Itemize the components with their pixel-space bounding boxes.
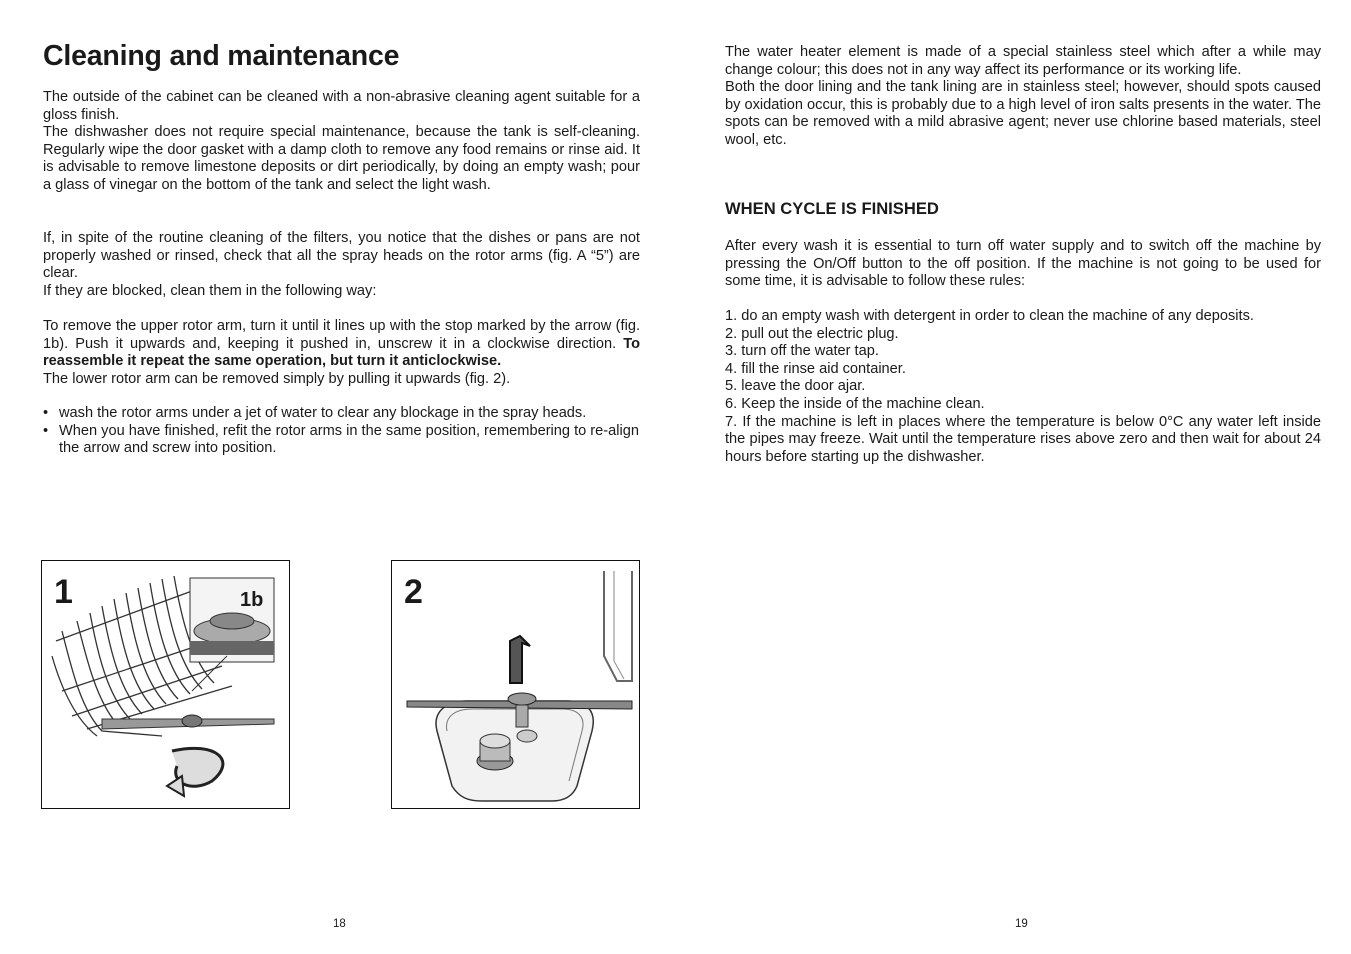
list-item: 5. leave the door ajar. — [725, 378, 866, 395]
page-number: 18 — [333, 918, 346, 930]
inset-label: 1b — [240, 589, 264, 611]
page-number: 19 — [1015, 918, 1028, 930]
list-item: 3. turn off the water tap. — [725, 343, 879, 360]
stainless-steel-paragraph — [725, 44, 1321, 150]
bullet-icon: • — [43, 422, 49, 439]
page-title: Cleaning and maintenance — [43, 40, 400, 72]
paragraph-line: The dishwasher does not require special maintenance, because the tank is self-cleaning. Regularly wipe the door gasket with a damp cloth to remove any food remains or rinse aid. It is advisable to remove limestone deposits or dirt periodically, by doing an empty wash; pour a glass of vinegar on the bottom of the tank and select the light wash. — [43, 124, 640, 193]
rotor-arm-paragraph — [43, 318, 640, 388]
bullet-list — [43, 405, 640, 458]
lower-rotor-illustration — [392, 561, 639, 808]
paragraph-line: If, in spite of the routine cleaning of the filters, you notice that the dishes or pans are not properly washed or rinsed, check that all the spray heads on the rotor arms (fig. A “5”) are clear. — [43, 230, 640, 282]
filters-paragraph — [43, 230, 640, 300]
lower-rotor-note: The lower rotor arm can be removed simply by pulling it upwards (fig. 2). — [43, 370, 511, 387]
list-item: 7. If the machine is left in places where the temperature is below 0°C any water left inside the pipes may freeze. Wait until the temperature rises above zero and then wait for about 24 hours before starting up the dishwasher. — [725, 413, 1321, 465]
cabinet-cleaning-paragraph — [43, 89, 640, 195]
rotor-arm-text: To remove the upper rotor arm, turn it until it lines up with the stop marked by the arrow (fig. 1b). Push it upwards and, keeping it pushed in, unscrew it in a clockwise direction. — [43, 318, 640, 352]
cycle-finished-paragraph — [725, 238, 1321, 291]
right-page — [725, 0, 1321, 954]
figure-1-upper-rotor — [41, 560, 290, 809]
list-item: 6. Keep the inside of the machine clean. — [725, 395, 985, 412]
bullet-icon: • — [43, 405, 49, 421]
list-item — [43, 423, 640, 458]
list-item — [43, 405, 640, 423]
left-page — [43, 0, 640, 954]
paragraph-line: Both the door lining and the tank lining are in stainless steel; however, should spots caused by oxidation occur, this is probably due to a high level of iron salts presents in the water. The spots can be removed with a mild abrasive agent; never use chlorine based materials, steel wool, etc. — [725, 79, 1321, 148]
figure-2-lower-rotor — [391, 560, 640, 809]
rotor-arm-instructions — [43, 318, 640, 371]
paragraph-line: If they are blocked, clean them in the following way: — [43, 282, 377, 299]
paragraph-line: The water heater element is made of a special stainless steel which after a while may change colour; this does not in any way affect its performance or its working life. — [725, 44, 1321, 78]
list-item-text: wash the rotor arms under a jet of water to clear any blockage in the spray heads. — [59, 405, 587, 421]
paragraph-line: The outside of the cabinet can be cleaned with a non-abrasive cleaning agent suitable for a gloss finish. — [43, 89, 640, 123]
paragraph-line: After every wash it is essential to turn off water supply and to switch off the machine by pressing the On/Off button to the off position. If the machine is not going to be used for some time, it is advisable to follow these rules: — [725, 238, 1321, 290]
figure-number: 1 — [54, 573, 73, 611]
figure-number: 2 — [404, 573, 423, 611]
list-item-text: When you have finished, refit the rotor arms in the same position, remembering to re-align the arrow and screw into position. — [59, 422, 639, 457]
list-item: 2. pull out the electric plug. — [725, 325, 899, 342]
rules-list — [725, 308, 1321, 466]
list-item: 1. do an empty wash with detergent in order to clean the machine of any deposits. — [725, 308, 1254, 324]
section-heading: WHEN CYCLE IS FINISHED — [725, 199, 939, 218]
list-item: 4. fill the rinse aid container. — [725, 360, 906, 377]
reassemble-note: To reassemble it repeat the same operation, but turn it anticlockwise. — [43, 335, 640, 370]
